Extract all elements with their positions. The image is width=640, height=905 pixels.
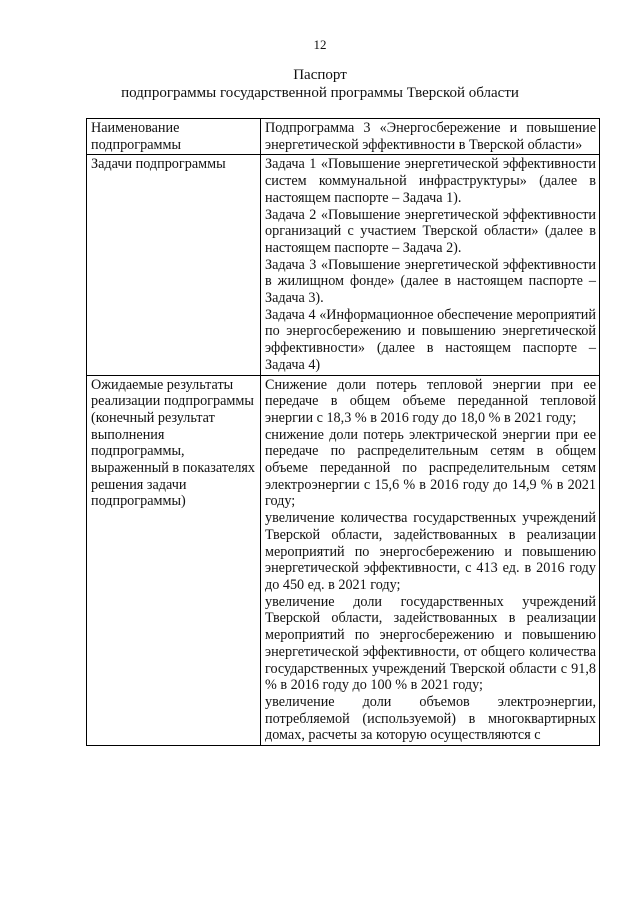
value-paragraph: Задача 4 «Информационное обеспечение мероприятий по энергосбережению и повышению энергетической эффективности» (далее в настоящем паспорте – Задача 4) bbox=[265, 306, 596, 373]
value-paragraph: снижение доли потерь электрической энергии при ее передаче по распределительным сетям в общем объеме переданной по распределительным сетям электроэнергии с 15,6 % в 2016 году до 14,9 % в 2021 году; bbox=[265, 426, 596, 510]
row-label: Задачи подпрограммы bbox=[87, 155, 261, 375]
row-value bbox=[261, 375, 600, 745]
row-label: Наименование подпрограммы bbox=[87, 119, 261, 155]
page-title bbox=[0, 66, 640, 102]
title-line-1: Паспорт bbox=[293, 67, 347, 83]
value-paragraph: Задача 1 «Повышение энергетической эффективности систем коммунальной инфраструктуры» (далее в настоящем паспорте – Задача 1). bbox=[265, 156, 596, 206]
value-paragraph: увеличение доли государственных учреждений Тверской области, задействованных в реализации мероприятий по энергосбережению и повышению энергетической эффективности, от общего количества государственных учреждений Тверской области с 91,8 % в 2016 году до 100 % в 2021 году; bbox=[265, 593, 596, 694]
value-paragraph: Задача 3 «Повышение энергетической эффективности в жилищном фонде» (далее в настоящем паспорте – Задача 3). bbox=[265, 256, 596, 307]
title-line-2: подпрограммы государственной программы Тверской области bbox=[121, 85, 519, 101]
row-value bbox=[261, 119, 600, 155]
row-label: Ожидаемые результаты реализации подпрограммы (конечный результат выполнения подпрограммы, выраженный в показателях решения задачи подпрограммы) bbox=[87, 375, 261, 745]
table-row bbox=[87, 119, 600, 155]
value-paragraph: Подпрограмма 3 «Энергосбережение и повышение энергетической эффективности в Тверской области» bbox=[265, 120, 596, 153]
value-paragraph: увеличение количества государственных учреждений Тверской области, задействованных в реализации мероприятий по энергосбережению и повышению энергетической эффективности, с 413 ед. в 2016 году до 450 ед. в 2021 году; bbox=[265, 510, 596, 593]
value-paragraph: Задача 2 «Повышение энергетической эффективности организаций с участием Тверской области» (далее в настоящем паспорте – Задача 2). bbox=[265, 206, 596, 256]
table-row bbox=[87, 155, 600, 375]
value-paragraph: увеличение доли объемов электроэнергии, потребляемой (используемой) в многоквартирных домах, расчеты за которую осуществляются с bbox=[265, 693, 596, 744]
passport-table bbox=[86, 118, 600, 746]
row-value bbox=[261, 155, 600, 375]
table-row bbox=[87, 375, 600, 745]
page-number: 12 bbox=[313, 37, 327, 52]
value-paragraph: Снижение доли потерь тепловой энергии при ее передаче в общем объеме переданной тепловой энергии с 18,3 % в 2016 году до 18,0 % в 2021 году; bbox=[265, 376, 596, 426]
